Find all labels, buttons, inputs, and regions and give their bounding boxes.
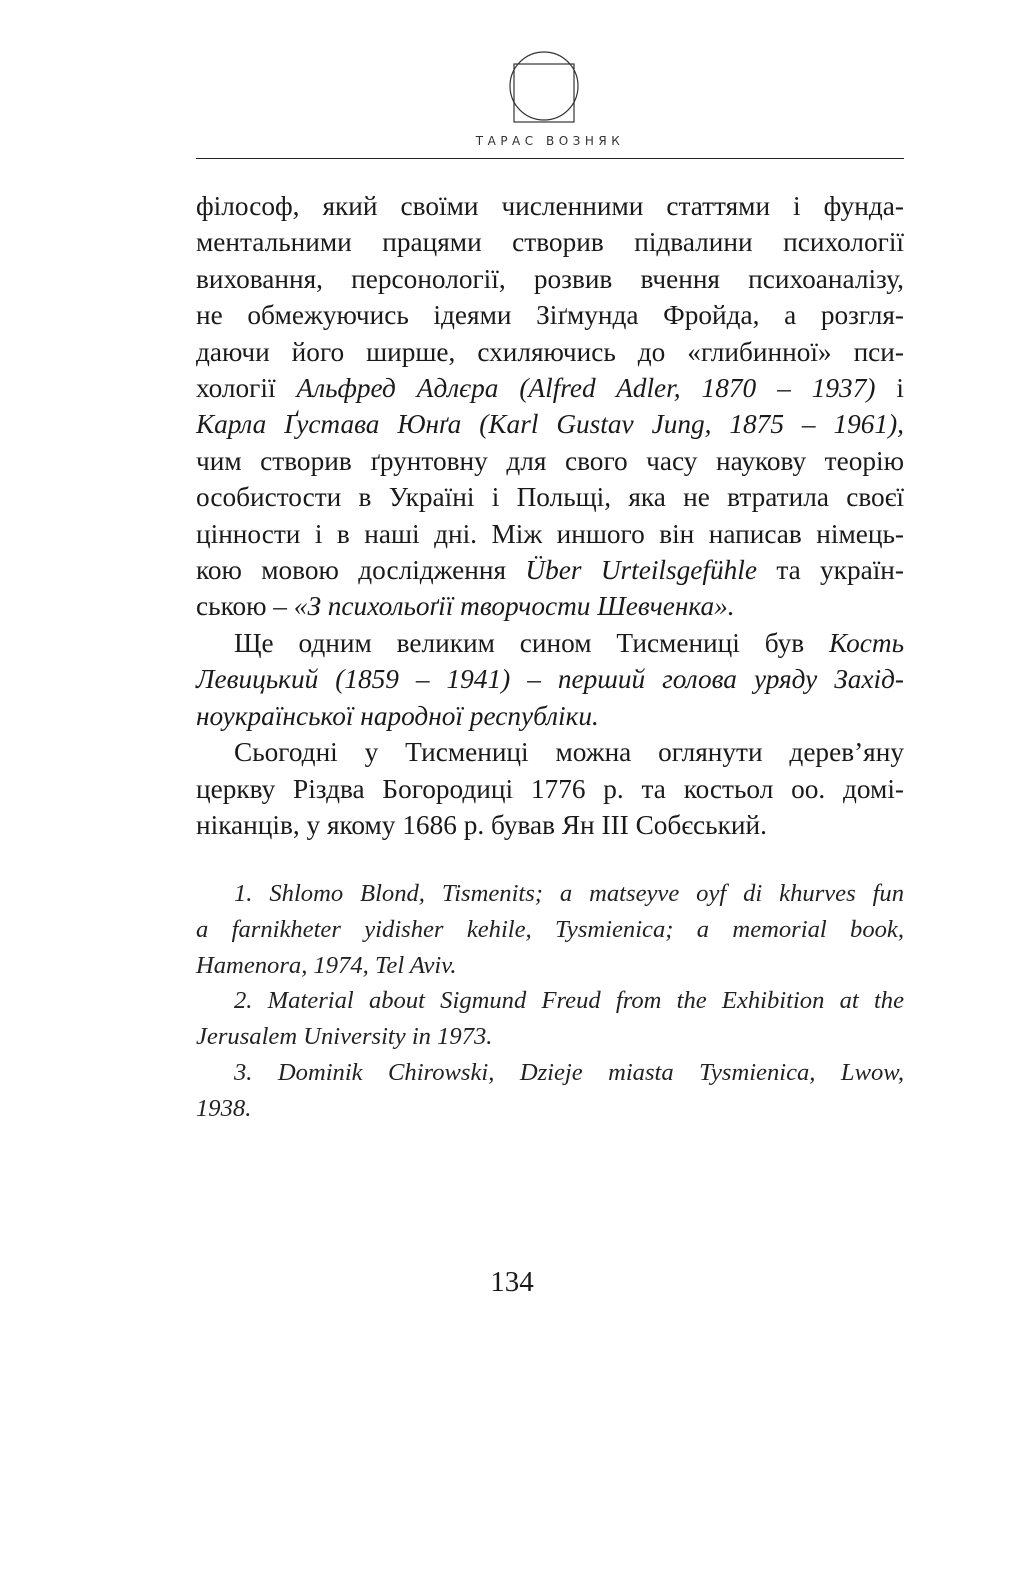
text-line: чим створив ґрунтовну для свого часу наукову теорію: [196, 445, 904, 476]
italic-name-adler: Альфред Адлєра (Alfred Adler, 1870 – 1937): [296, 373, 876, 404]
paragraph-2: [196, 625, 904, 734]
footnote-line: Hamenora, 1974, Tel Aviv.: [196, 951, 457, 979]
main-text: [196, 188, 904, 843]
text-line: даючи його ширше, схиляючись до «глибинної» пси-: [196, 336, 904, 367]
page-number: 134: [490, 1266, 534, 1298]
italic-title-urteilsgefuhle: Über Urteilsgefühle: [525, 555, 757, 586]
italic-name-jung: Карла Ґустава Юнґа (Karl Gustav Jung, 1875 – 1961),: [196, 409, 904, 440]
text-line: цінности і в наші дні. Між иншого він написав німець-: [196, 518, 904, 549]
footnote-line: a farnikheter yidisher kehile, Tysmienica; a memorial book,: [196, 915, 904, 943]
text-line: [196, 552, 904, 588]
text-line: особистости в Україні і Польщі, яка не втратила своєї: [196, 482, 904, 513]
footnotes: [196, 876, 904, 1127]
text-line: не обмежуючись ідеями Зіґмунда Фройда, а розгля-: [196, 300, 904, 331]
text-run: ською –: [196, 591, 287, 622]
text-line: церкву Різдва Богородиці 1776 р. та костьол оо. домі-: [196, 773, 904, 804]
footnote-line: 1. Shlomo Blond, Tismenits; a matseyve oyf di khurves fun: [234, 880, 904, 907]
text-line: Сьогодні у Тисмениці можна оглянути дерев’яну: [234, 737, 904, 768]
text-run: Ще одним великим сином Тисмениці був: [234, 627, 805, 658]
text-run: і: [896, 373, 905, 404]
italic-name-levytsky: Кость: [829, 627, 904, 658]
header-rule: [196, 158, 904, 159]
italic-title-shevchenko: «З психольоґії творчости Шевченка».: [293, 591, 735, 622]
footnote-1: [196, 876, 904, 983]
text-run: та україн-: [776, 555, 904, 586]
text-line: [196, 370, 904, 406]
text-line: виховання, персонології, розвив вчення психоаналізу,: [196, 263, 904, 294]
text-line: [196, 588, 904, 624]
footnote-2: [196, 983, 904, 1055]
paragraph-3: [196, 734, 904, 843]
footnote-line: 1938.: [196, 1094, 252, 1122]
text-line: ментальними працями створив підвалини психології: [196, 227, 904, 258]
italic-text-line: Левицький (1859 – 1941) – перший голова уряду Захід-: [196, 664, 904, 695]
text-line: філософ, який своїми численними статтями і фунда-: [196, 191, 904, 221]
paragraph-1: [196, 188, 904, 625]
footnote-line: 2. Material about Sigmund Freud from the Exhibition at the: [234, 987, 904, 1015]
footnote-line: 3. Dominik Chirowski, Dzieje miasta Tysmienica, Lwow,: [234, 1058, 904, 1086]
text-run: кою мовою дослідження: [196, 555, 507, 586]
footnote-3: [196, 1055, 904, 1127]
footnote-line: Jerusalem University in 1973.: [196, 1023, 493, 1051]
text-line: ніканців, у якому 1686 р. бував Ян ІІІ Собєський.: [196, 809, 767, 840]
text-run: хології: [196, 373, 276, 404]
circle-square-emblem-icon: [508, 46, 580, 126]
italic-text-line: ноукраїнської народної республіки.: [196, 700, 599, 731]
text-line: [196, 625, 904, 661]
running-head: ТАРАС ВОЗНЯК: [475, 134, 625, 148]
